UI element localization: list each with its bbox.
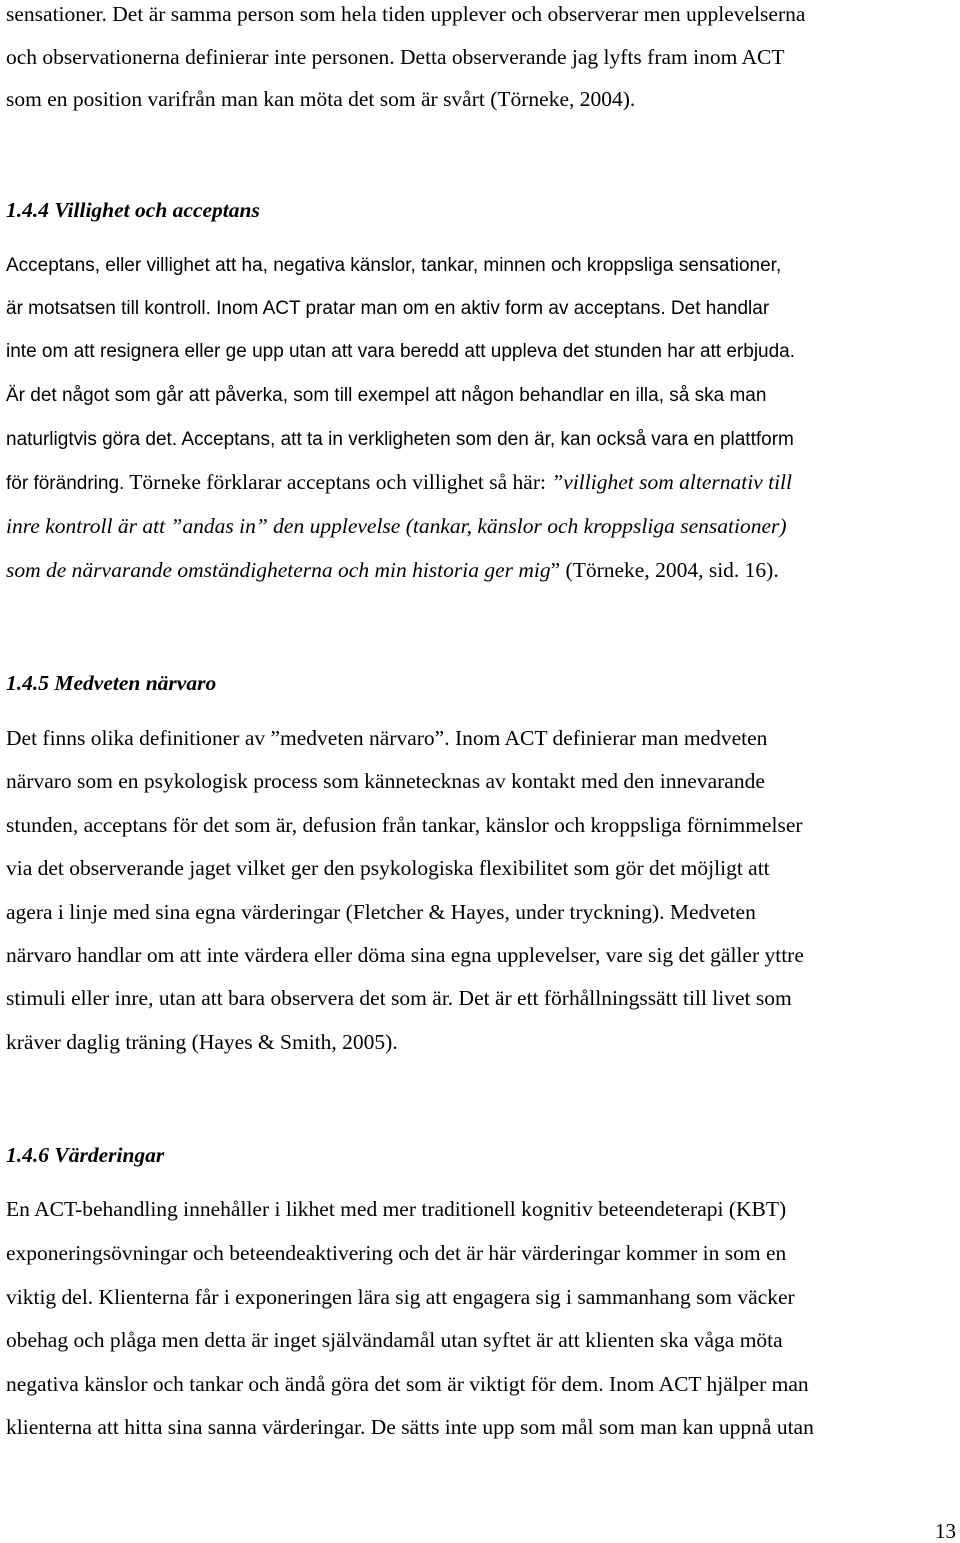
intro-line-1: sensationer. Det är samma person som hela tiden upplever och observerar men upplevelserna xyxy=(6,2,806,26)
page-number: 13 xyxy=(935,1519,956,1543)
section-146-line-1: En ACT-behandling innehåller i likhet med mer traditionell kognitiv beteendeterapi (KBT) xyxy=(6,1197,787,1221)
section-145-line-2: närvaro som en psykologisk process som kännetecknas av kontakt med den innevarande xyxy=(6,769,765,793)
section-146-line-5: negativa känslor och tankar och ändå göra det som är viktigt för dem. Inom ACT hjälper man xyxy=(6,1372,809,1396)
section-144-line-8 xyxy=(6,560,779,582)
section-145-line-8: kräver daglig träning (Hayes & Smith, 2005). xyxy=(6,1030,398,1054)
section-144-line-1: Acceptans, eller villighet att ha, negativa känslor, tankar, minnen och kroppsliga sensationer, xyxy=(6,255,782,276)
section-145-line-6: närvaro handlar om att inte värdera eller döma sina egna upplevelser, vare sig det gäller yttre xyxy=(6,943,804,967)
section-144-line-8-italic: som de närvarande omständigheterna och min historia ger mig xyxy=(6,558,551,582)
intro-line-3: som en position varifrån man kan möta det som är svårt (Törneke, 2004). xyxy=(6,87,636,111)
section-144-line-8-citation: ” (Törneke, 2004, sid. 16). xyxy=(550,558,779,582)
section-144-line-6-sans: för förändring. xyxy=(6,473,125,494)
section-144-line-6-italic: ”villighet som alternativ till xyxy=(551,470,792,494)
section-144-line-6 xyxy=(6,472,792,494)
section-heading-villighet: 1.4.4 Villighet och acceptans xyxy=(6,198,260,222)
section-heading-medveten-narvaro: 1.4.5 Medveten närvaro xyxy=(6,671,217,695)
section-144-line-4: Är det något som går att påverka, som till exempel att någon behandlar en illa, så ska man xyxy=(6,385,767,406)
section-144-line-3: inte om att resignera eller ge upp utan att vara beredd att uppleva det stunden har att erbjuda. xyxy=(6,341,796,362)
section-145-line-3: stunden, acceptans för det som är, defusion från tankar, känslor och kroppsliga förnimmelser xyxy=(6,813,803,837)
section-144-line-2: är motsatsen till kontroll. Inom ACT pratar man om en aktiv form av acceptans. Det handlar xyxy=(6,298,770,319)
section-145-line-7: stimuli eller inre, utan att bara observera det som är. Det är ett förhållningssätt till livet som xyxy=(6,986,792,1010)
section-145-line-4: via det observerande jaget vilket ger den psykologiska flexibilitet som gör det möjligt att xyxy=(6,856,770,880)
section-146-line-6: klienterna att hitta sina sanna värderingar. De sätts inte upp som mål som man kan uppnå utan xyxy=(6,1415,814,1439)
section-144-line-6-serif: Törneke förklarar acceptans och villighet så här: xyxy=(124,470,552,494)
section-146-line-2: exponeringsövningar och beteendeaktivering och det är här värderingar kommer in som en xyxy=(6,1241,787,1265)
section-145-line-5: agera i linje med sina egna värderingar (Fletcher & Hayes, under tryckning). Medveten xyxy=(6,900,756,924)
section-144-line-7: inre kontroll är att ”andas in” den upplevelse (tankar, känslor och kroppsliga sensationer) xyxy=(6,514,787,538)
section-144-line-5: naturligtvis göra det. Acceptans, att ta in verkligheten som den är, kan också vara en plattform xyxy=(6,429,794,450)
intro-line-2: och observationerna definierar inte personen. Detta observerande jag lyfts fram inom ACT xyxy=(6,45,785,69)
section-145-line-1: Det finns olika definitioner av ”medveten närvaro”. Inom ACT definierar man medveten xyxy=(6,726,768,750)
section-heading-varderingar: 1.4.6 Värderingar xyxy=(6,1143,165,1167)
section-146-line-3: viktig del. Klienterna får i exponeringen lära sig att engagera sig i sammanhang som väcker xyxy=(6,1285,795,1309)
section-146-line-4: obehag och plåga men detta är inget självändamål utan syftet är att klienten ska våga möta xyxy=(6,1328,783,1352)
